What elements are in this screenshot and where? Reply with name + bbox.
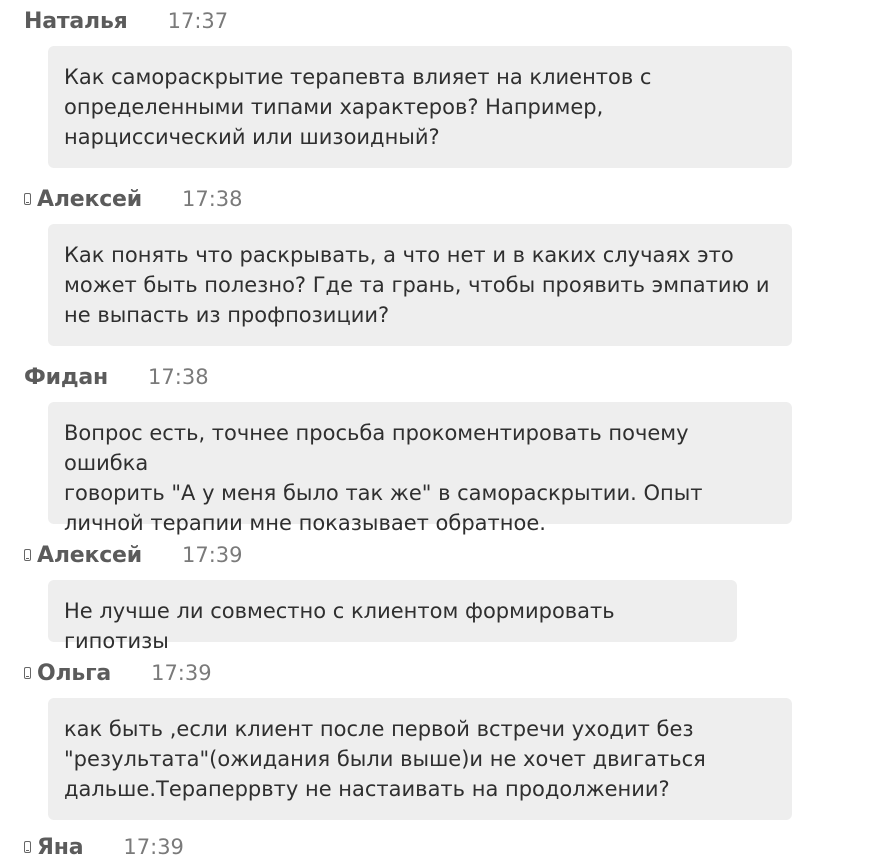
message-bubble: как быть ,если клиент после первой встречи уходит без "результата"(ожидания были выше)и не хочет двигаться дальше.Тераперрвту не настаивать на продолжении? xyxy=(48,698,792,820)
message-header xyxy=(24,832,184,862)
mobile-phone-icon xyxy=(24,549,31,561)
message-header xyxy=(24,184,243,214)
message-bubble: Не лучше ли совместно с клиентом формировать гипотизы xyxy=(48,580,737,642)
message-time: 17:39 xyxy=(181,543,243,567)
message-author: Фидан xyxy=(24,364,109,390)
message-header xyxy=(24,658,212,688)
message-author: Ольга xyxy=(37,660,112,686)
message-bubble: Как самораскрытие терапевта влияет на клиентов с определенными типами характеров? Например, нарциссический или шизоидный? xyxy=(48,46,792,168)
message-time: 17:39 xyxy=(151,661,212,685)
message-author: Наталья xyxy=(24,8,128,34)
message-bubble: Вопрос есть, точнее просьба прокоментировать почему ошибка говорить "А у меня было так же" в самораскрытии. Опыт личной терапии мне показывает обратное. xyxy=(48,402,792,524)
message-author: Алексей xyxy=(37,542,142,568)
mobile-phone-icon xyxy=(24,667,31,679)
message-header xyxy=(24,362,209,392)
message-time: 17:39 xyxy=(123,835,184,859)
message-bubble: Как понять что раскрывать, а что нет и в каких случаях это может быть полезно? Где та грань, чтобы проявить эмпатию и не выпасть из профпозиции? xyxy=(48,224,792,346)
mobile-phone-icon xyxy=(24,193,31,205)
message-author: Яна xyxy=(37,834,84,860)
message-header xyxy=(24,540,243,570)
message-time: 17:37 xyxy=(167,9,229,33)
message-time: 17:38 xyxy=(181,187,243,211)
message-time: 17:38 xyxy=(148,365,209,389)
message-header xyxy=(24,6,228,36)
message-author: Алексей xyxy=(37,186,142,212)
mobile-phone-icon xyxy=(24,841,31,853)
